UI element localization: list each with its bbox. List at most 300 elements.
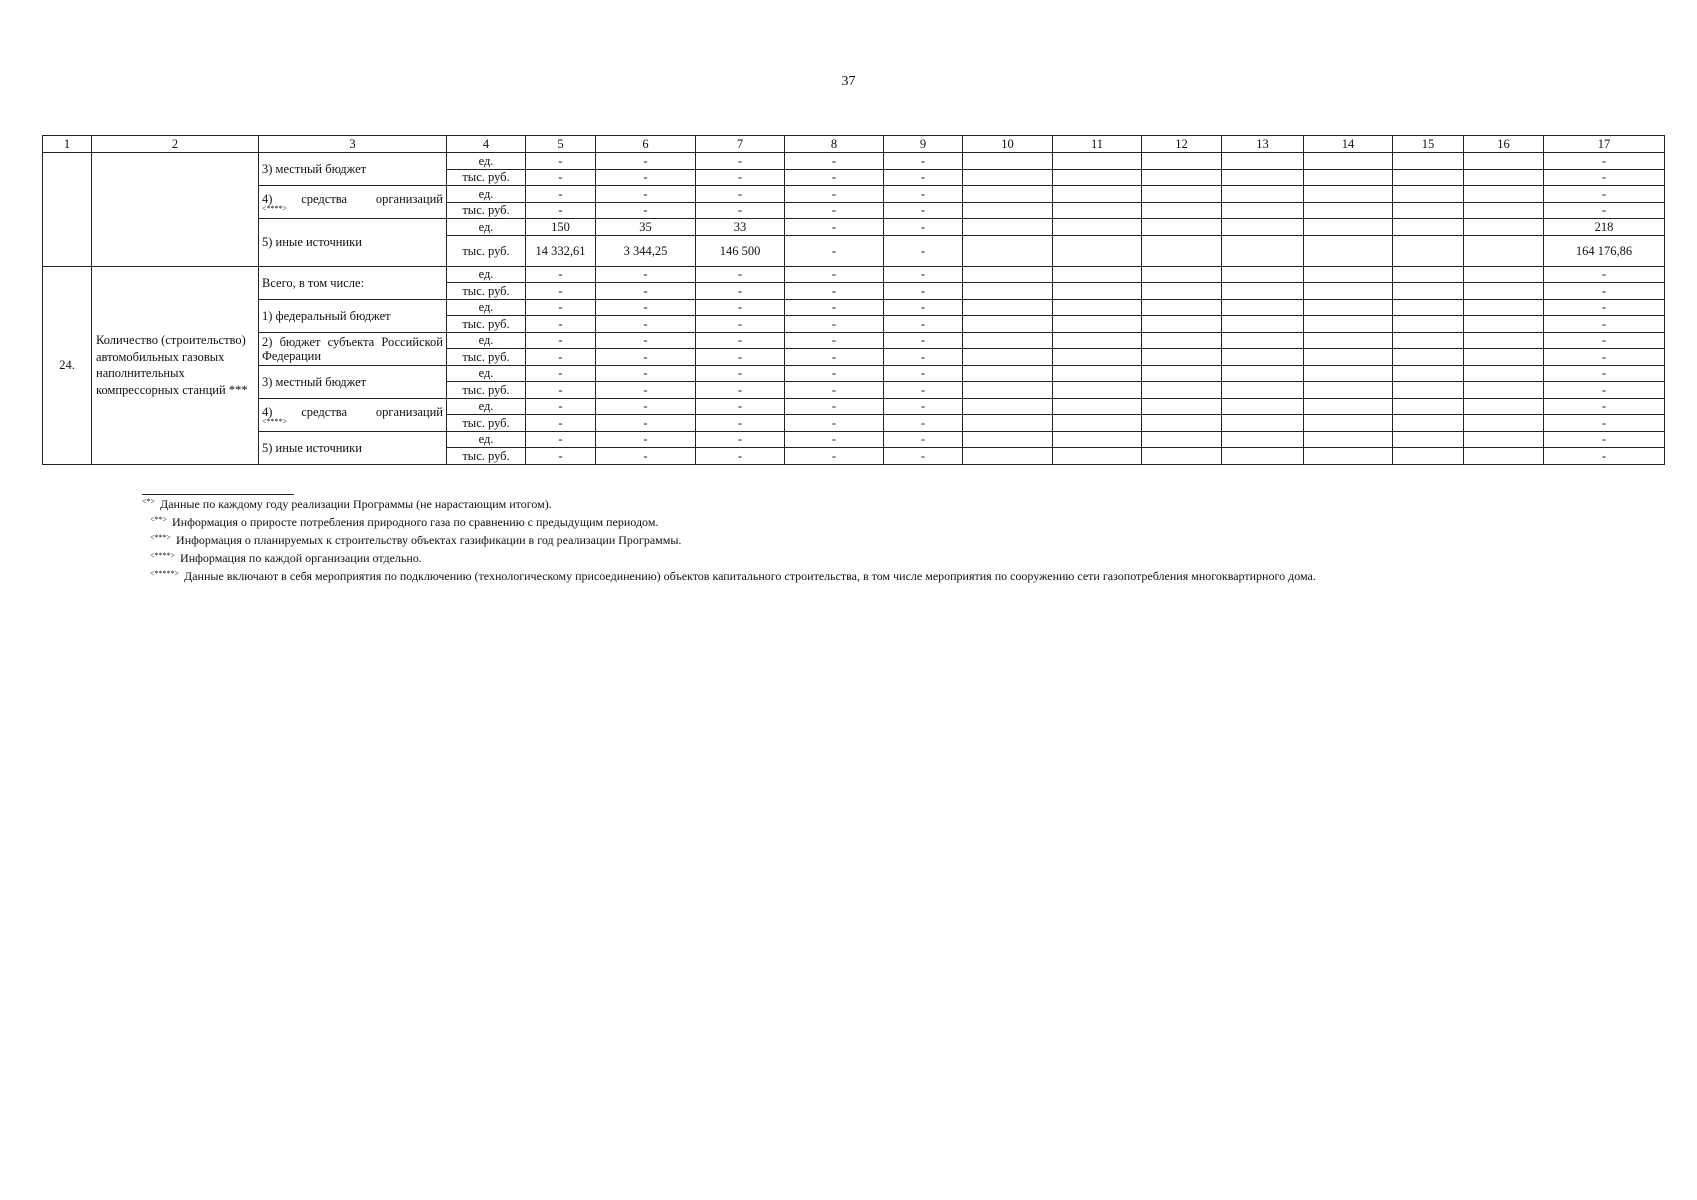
value-c16 bbox=[1464, 398, 1544, 415]
value-c13 bbox=[1222, 349, 1304, 366]
value-c14 bbox=[1304, 332, 1393, 349]
value-c5: - bbox=[526, 398, 596, 415]
value-c16 bbox=[1464, 169, 1544, 186]
footnote-text: Информация о планируемых к строительству объектах газификации в год реализации Программы. bbox=[176, 533, 682, 547]
funding-source-text: 3) местный бюджет bbox=[262, 374, 367, 389]
value-c8: - bbox=[785, 283, 884, 300]
value-c10 bbox=[963, 266, 1053, 283]
funding-source-text: 4) средства организаций bbox=[262, 404, 443, 419]
header-cell-10: 10 bbox=[963, 136, 1053, 153]
value-c16 bbox=[1464, 415, 1544, 432]
value-c8: - bbox=[785, 332, 884, 349]
value-c16 bbox=[1464, 153, 1544, 170]
value-c6: - bbox=[596, 431, 696, 448]
value-c15 bbox=[1393, 186, 1464, 203]
value-c7: - bbox=[696, 283, 785, 300]
value-c5: - bbox=[526, 186, 596, 203]
value-c13 bbox=[1222, 169, 1304, 186]
value-c7: - bbox=[696, 266, 785, 283]
unit-cell: тыс. руб. bbox=[447, 169, 526, 186]
value-c14 bbox=[1304, 235, 1393, 266]
value-c8: - bbox=[785, 202, 884, 219]
value-c5: 14 332,61 bbox=[526, 235, 596, 266]
value-c10 bbox=[963, 169, 1053, 186]
value-c6: - bbox=[596, 365, 696, 382]
value-c8: - bbox=[785, 316, 884, 333]
value-c10 bbox=[963, 202, 1053, 219]
value-c9: - bbox=[884, 299, 963, 316]
value-c16 bbox=[1464, 431, 1544, 448]
footnote-mark: <****> bbox=[262, 416, 288, 426]
value-c15 bbox=[1393, 415, 1464, 432]
unit-cell: ед. bbox=[447, 186, 526, 203]
value-c14 bbox=[1304, 153, 1393, 170]
value-c10 bbox=[963, 431, 1053, 448]
funding-table bbox=[42, 135, 1665, 465]
value-c17: - bbox=[1544, 153, 1665, 170]
funding-source-text: 1) федеральный бюджет bbox=[262, 308, 391, 323]
value-c9: - bbox=[884, 382, 963, 399]
value-c6: - bbox=[596, 169, 696, 186]
value-c5: - bbox=[526, 448, 596, 465]
funding-source-text: 4) средства организаций bbox=[262, 192, 443, 206]
value-c15 bbox=[1393, 266, 1464, 283]
value-c15 bbox=[1393, 332, 1464, 349]
value-c14 bbox=[1304, 398, 1393, 415]
value-c12 bbox=[1142, 283, 1222, 300]
value-c12 bbox=[1142, 186, 1222, 203]
value-c12 bbox=[1142, 153, 1222, 170]
value-c10 bbox=[963, 382, 1053, 399]
value-c8: - bbox=[785, 219, 884, 236]
header-cell-4: 4 bbox=[447, 136, 526, 153]
table-row bbox=[43, 186, 1665, 203]
value-c11 bbox=[1053, 448, 1142, 465]
row-index-cell bbox=[43, 153, 92, 267]
value-c14 bbox=[1304, 316, 1393, 333]
unit-cell: тыс. руб. bbox=[447, 283, 526, 300]
value-c5: - bbox=[526, 283, 596, 300]
value-c16 bbox=[1464, 299, 1544, 316]
value-c14 bbox=[1304, 202, 1393, 219]
value-c13 bbox=[1222, 153, 1304, 170]
value-c17: - bbox=[1544, 382, 1665, 399]
value-c10 bbox=[963, 235, 1053, 266]
value-c17: - bbox=[1544, 283, 1665, 300]
value-c10 bbox=[963, 299, 1053, 316]
value-c12 bbox=[1142, 398, 1222, 415]
value-c7: - bbox=[696, 448, 785, 465]
header-cell-7: 7 bbox=[696, 136, 785, 153]
value-c12 bbox=[1142, 219, 1222, 236]
header-cell-13: 13 bbox=[1222, 136, 1304, 153]
value-c14 bbox=[1304, 266, 1393, 283]
footnotes bbox=[142, 494, 1316, 586]
value-c15 bbox=[1393, 202, 1464, 219]
value-c10 bbox=[963, 415, 1053, 432]
value-c13 bbox=[1222, 266, 1304, 283]
unit-cell: тыс. руб. bbox=[447, 382, 526, 399]
value-c14 bbox=[1304, 349, 1393, 366]
value-c16 bbox=[1464, 235, 1544, 266]
value-c16 bbox=[1464, 448, 1544, 465]
footnote-item bbox=[142, 496, 1316, 514]
footnote-text: Информация о приросте потребления природного газа по сравнению с предыдущим периодом. bbox=[172, 515, 659, 529]
value-c15 bbox=[1393, 153, 1464, 170]
value-c12 bbox=[1142, 266, 1222, 283]
header-cell-12: 12 bbox=[1142, 136, 1222, 153]
value-c7: - bbox=[696, 415, 785, 432]
value-c9: - bbox=[884, 349, 963, 366]
value-c10 bbox=[963, 448, 1053, 465]
value-c16 bbox=[1464, 382, 1544, 399]
value-c11 bbox=[1053, 316, 1142, 333]
value-c15 bbox=[1393, 235, 1464, 266]
value-c13 bbox=[1222, 398, 1304, 415]
value-c12 bbox=[1142, 316, 1222, 333]
table-row bbox=[43, 332, 1665, 349]
value-c11 bbox=[1053, 186, 1142, 203]
value-c5: - bbox=[526, 316, 596, 333]
value-c5: - bbox=[526, 202, 596, 219]
row-description-cell: Количество (строительство) автомобильных газовых наполнительных компрессорных станций *** bbox=[92, 266, 259, 464]
value-c5: - bbox=[526, 382, 596, 399]
value-c5: - bbox=[526, 299, 596, 316]
unit-cell: ед. bbox=[447, 153, 526, 170]
value-c9: - bbox=[884, 219, 963, 236]
value-c16 bbox=[1464, 186, 1544, 203]
value-c10 bbox=[963, 186, 1053, 203]
value-c17: - bbox=[1544, 169, 1665, 186]
header-cell-9: 9 bbox=[884, 136, 963, 153]
value-c9: - bbox=[884, 398, 963, 415]
value-c6: - bbox=[596, 448, 696, 465]
funding-source-label bbox=[259, 332, 447, 365]
value-c13 bbox=[1222, 219, 1304, 236]
value-c13 bbox=[1222, 299, 1304, 316]
header-row bbox=[43, 136, 1665, 153]
value-c10 bbox=[963, 283, 1053, 300]
value-c6: - bbox=[596, 153, 696, 170]
unit-cell: ед. bbox=[447, 365, 526, 382]
value-c13 bbox=[1222, 316, 1304, 333]
value-c9: - bbox=[884, 448, 963, 465]
table-row bbox=[43, 153, 1665, 170]
value-c6: - bbox=[596, 266, 696, 283]
value-c17: - bbox=[1544, 431, 1665, 448]
funding-source-text: 5) иные источники bbox=[262, 235, 362, 250]
value-c8: - bbox=[785, 169, 884, 186]
value-c6: - bbox=[596, 316, 696, 333]
value-c11 bbox=[1053, 431, 1142, 448]
value-c7: 146 500 bbox=[696, 235, 785, 266]
value-c10 bbox=[963, 332, 1053, 349]
value-c12 bbox=[1142, 448, 1222, 465]
header-cell-1: 1 bbox=[43, 136, 92, 153]
value-c14 bbox=[1304, 448, 1393, 465]
funding-source-label bbox=[259, 153, 447, 186]
value-c15 bbox=[1393, 283, 1464, 300]
value-c13 bbox=[1222, 382, 1304, 399]
value-c7: - bbox=[696, 153, 785, 170]
value-c7: - bbox=[696, 332, 785, 349]
unit-cell: тыс. руб. bbox=[447, 316, 526, 333]
footnote-text: Данные по каждому году реализации Программы (не нарастающим итогом). bbox=[160, 497, 552, 511]
value-c9: - bbox=[884, 169, 963, 186]
value-c9: - bbox=[884, 316, 963, 333]
table-row bbox=[43, 266, 1665, 283]
value-c5: - bbox=[526, 266, 596, 283]
value-c9: - bbox=[884, 235, 963, 266]
unit-cell: тыс. руб. bbox=[447, 349, 526, 366]
value-c17: - bbox=[1544, 316, 1665, 333]
value-c11 bbox=[1053, 382, 1142, 399]
value-c7: - bbox=[696, 202, 785, 219]
funding-source-label bbox=[259, 431, 447, 464]
value-c11 bbox=[1053, 349, 1142, 366]
funding-source-text: 2) бюджет субъекта Российской Федерации bbox=[262, 334, 443, 363]
footnote-text: Данные включают в себя мероприятия по подключению (технологическому присоединению) объектов капитального строительства, в том числе мероприятия по сооружению сети газопотребления многоквартирного дома. bbox=[184, 569, 1316, 583]
header-cell-6: 6 bbox=[596, 136, 696, 153]
unit-cell: ед. bbox=[447, 219, 526, 236]
value-c17: - bbox=[1544, 415, 1665, 432]
header-cell-11: 11 bbox=[1053, 136, 1142, 153]
value-c14 bbox=[1304, 382, 1393, 399]
value-c15 bbox=[1393, 349, 1464, 366]
value-c8: - bbox=[785, 235, 884, 266]
unit-cell: ед. bbox=[447, 398, 526, 415]
value-c8: - bbox=[785, 448, 884, 465]
value-c7: - bbox=[696, 186, 785, 203]
value-c14 bbox=[1304, 219, 1393, 236]
funding-source-label bbox=[259, 365, 447, 398]
value-c11 bbox=[1053, 332, 1142, 349]
value-c8: - bbox=[785, 415, 884, 432]
value-c12 bbox=[1142, 202, 1222, 219]
value-c6: - bbox=[596, 382, 696, 399]
row-description-cell bbox=[92, 153, 259, 267]
value-c12 bbox=[1142, 235, 1222, 266]
value-c15 bbox=[1393, 365, 1464, 382]
table-row bbox=[43, 299, 1665, 316]
value-c12 bbox=[1142, 382, 1222, 399]
table-row bbox=[43, 431, 1665, 448]
unit-cell: ед. bbox=[447, 266, 526, 283]
value-c16 bbox=[1464, 332, 1544, 349]
funding-source-text: Всего, в том числе: bbox=[262, 275, 365, 290]
value-c9: - bbox=[884, 431, 963, 448]
value-c17: - bbox=[1544, 448, 1665, 465]
value-c9: - bbox=[884, 153, 963, 170]
funding-source-text: 5) иные источники bbox=[262, 440, 362, 455]
value-c10 bbox=[963, 398, 1053, 415]
value-c6: - bbox=[596, 202, 696, 219]
value-c5: - bbox=[526, 153, 596, 170]
page-number: 37 bbox=[841, 74, 856, 89]
value-c6: - bbox=[596, 186, 696, 203]
footnote-text: Информация по каждой организации отдельно. bbox=[180, 551, 422, 565]
row-index-cell: 24. bbox=[43, 266, 92, 464]
footnote-mark: <***> bbox=[150, 533, 172, 542]
value-c12 bbox=[1142, 169, 1222, 186]
value-c7: - bbox=[696, 316, 785, 333]
value-c5: - bbox=[526, 365, 596, 382]
value-c14 bbox=[1304, 283, 1393, 300]
footnote-rule bbox=[142, 494, 294, 495]
unit-cell: тыс. руб. bbox=[447, 235, 526, 266]
header-cell-2: 2 bbox=[92, 136, 259, 153]
value-c15 bbox=[1393, 382, 1464, 399]
value-c7: - bbox=[696, 349, 785, 366]
header-cell-14: 14 bbox=[1304, 136, 1393, 153]
value-c11 bbox=[1053, 415, 1142, 432]
value-c8: - bbox=[785, 382, 884, 399]
value-c13 bbox=[1222, 365, 1304, 382]
footnote-item bbox=[142, 550, 1316, 568]
value-c5: - bbox=[526, 431, 596, 448]
header-cell-3: 3 bbox=[259, 136, 447, 153]
value-c16 bbox=[1464, 283, 1544, 300]
value-c10 bbox=[963, 365, 1053, 382]
footnote-item bbox=[142, 568, 1316, 586]
value-c11 bbox=[1053, 202, 1142, 219]
value-c9: - bbox=[884, 283, 963, 300]
value-c17: 218 bbox=[1544, 219, 1665, 236]
value-c13 bbox=[1222, 431, 1304, 448]
value-c13 bbox=[1222, 186, 1304, 203]
value-c11 bbox=[1053, 153, 1142, 170]
value-c12 bbox=[1142, 365, 1222, 382]
value-c15 bbox=[1393, 448, 1464, 465]
value-c11 bbox=[1053, 266, 1142, 283]
footnote-mark: <*****> bbox=[150, 569, 180, 578]
value-c6: 35 bbox=[596, 219, 696, 236]
value-c14 bbox=[1304, 415, 1393, 432]
footnote-mark: <*> bbox=[142, 497, 156, 506]
value-c15 bbox=[1393, 219, 1464, 236]
value-c6: - bbox=[596, 415, 696, 432]
value-c11 bbox=[1053, 365, 1142, 382]
table-row bbox=[43, 365, 1665, 382]
footnote-mark: <****> bbox=[150, 551, 176, 560]
value-c11 bbox=[1053, 235, 1142, 266]
value-c6: - bbox=[596, 349, 696, 366]
unit-cell: тыс. руб. bbox=[447, 448, 526, 465]
value-c14 bbox=[1304, 431, 1393, 448]
header-cell-8: 8 bbox=[785, 136, 884, 153]
value-c9: - bbox=[884, 266, 963, 283]
value-c8: - bbox=[785, 153, 884, 170]
value-c14 bbox=[1304, 186, 1393, 203]
value-c9: - bbox=[884, 332, 963, 349]
value-c10 bbox=[963, 316, 1053, 333]
value-c9: - bbox=[884, 415, 963, 432]
value-c7: - bbox=[696, 398, 785, 415]
header-cell-15: 15 bbox=[1393, 136, 1464, 153]
value-c16 bbox=[1464, 365, 1544, 382]
value-c11 bbox=[1053, 283, 1142, 300]
footnote-mark: <**> bbox=[150, 515, 168, 524]
funding-source-label bbox=[259, 186, 447, 219]
value-c17: - bbox=[1544, 266, 1665, 283]
value-c13 bbox=[1222, 283, 1304, 300]
value-c14 bbox=[1304, 299, 1393, 316]
funding-source-label bbox=[259, 398, 447, 431]
value-c16 bbox=[1464, 219, 1544, 236]
value-c8: - bbox=[785, 431, 884, 448]
value-c7: 33 bbox=[696, 219, 785, 236]
unit-cell: тыс. руб. bbox=[447, 202, 526, 219]
header-cell-5: 5 bbox=[526, 136, 596, 153]
value-c17: - bbox=[1544, 332, 1665, 349]
value-c17: - bbox=[1544, 365, 1665, 382]
value-c5: - bbox=[526, 332, 596, 349]
value-c15 bbox=[1393, 316, 1464, 333]
value-c12 bbox=[1142, 415, 1222, 432]
value-c15 bbox=[1393, 398, 1464, 415]
value-c15 bbox=[1393, 431, 1464, 448]
value-c8: - bbox=[785, 266, 884, 283]
value-c8: - bbox=[785, 186, 884, 203]
table-row bbox=[43, 219, 1665, 236]
value-c17: 164 176,86 bbox=[1544, 235, 1665, 266]
value-c6: - bbox=[596, 332, 696, 349]
value-c9: - bbox=[884, 365, 963, 382]
value-c5: - bbox=[526, 169, 596, 186]
value-c6: - bbox=[596, 398, 696, 415]
value-c17: - bbox=[1544, 398, 1665, 415]
value-c8: - bbox=[785, 349, 884, 366]
value-c14 bbox=[1304, 169, 1393, 186]
value-c16 bbox=[1464, 349, 1544, 366]
value-c13 bbox=[1222, 202, 1304, 219]
value-c6: - bbox=[596, 299, 696, 316]
value-c13 bbox=[1222, 332, 1304, 349]
value-c7: - bbox=[696, 365, 785, 382]
value-c6: 3 344,25 bbox=[596, 235, 696, 266]
unit-cell: ед. bbox=[447, 332, 526, 349]
value-c5: - bbox=[526, 415, 596, 432]
value-c16 bbox=[1464, 316, 1544, 333]
value-c11 bbox=[1053, 299, 1142, 316]
value-c12 bbox=[1142, 349, 1222, 366]
value-c16 bbox=[1464, 266, 1544, 283]
value-c10 bbox=[963, 349, 1053, 366]
funding-source-label bbox=[259, 219, 447, 267]
unit-cell: тыс. руб. bbox=[447, 415, 526, 432]
value-c11 bbox=[1053, 219, 1142, 236]
value-c6: - bbox=[596, 283, 696, 300]
value-c11 bbox=[1053, 398, 1142, 415]
value-c14 bbox=[1304, 365, 1393, 382]
value-c12 bbox=[1142, 299, 1222, 316]
table-row bbox=[43, 398, 1665, 415]
value-c8: - bbox=[785, 398, 884, 415]
value-c10 bbox=[963, 219, 1053, 236]
value-c7: - bbox=[696, 382, 785, 399]
footnote-item bbox=[142, 514, 1316, 532]
value-c8: - bbox=[785, 299, 884, 316]
value-c16 bbox=[1464, 202, 1544, 219]
value-c17: - bbox=[1544, 299, 1665, 316]
value-c9: - bbox=[884, 202, 963, 219]
value-c17: - bbox=[1544, 186, 1665, 203]
value-c5: - bbox=[526, 349, 596, 366]
value-c17: - bbox=[1544, 349, 1665, 366]
value-c12 bbox=[1142, 431, 1222, 448]
value-c5: 150 bbox=[526, 219, 596, 236]
value-c7: - bbox=[696, 431, 785, 448]
